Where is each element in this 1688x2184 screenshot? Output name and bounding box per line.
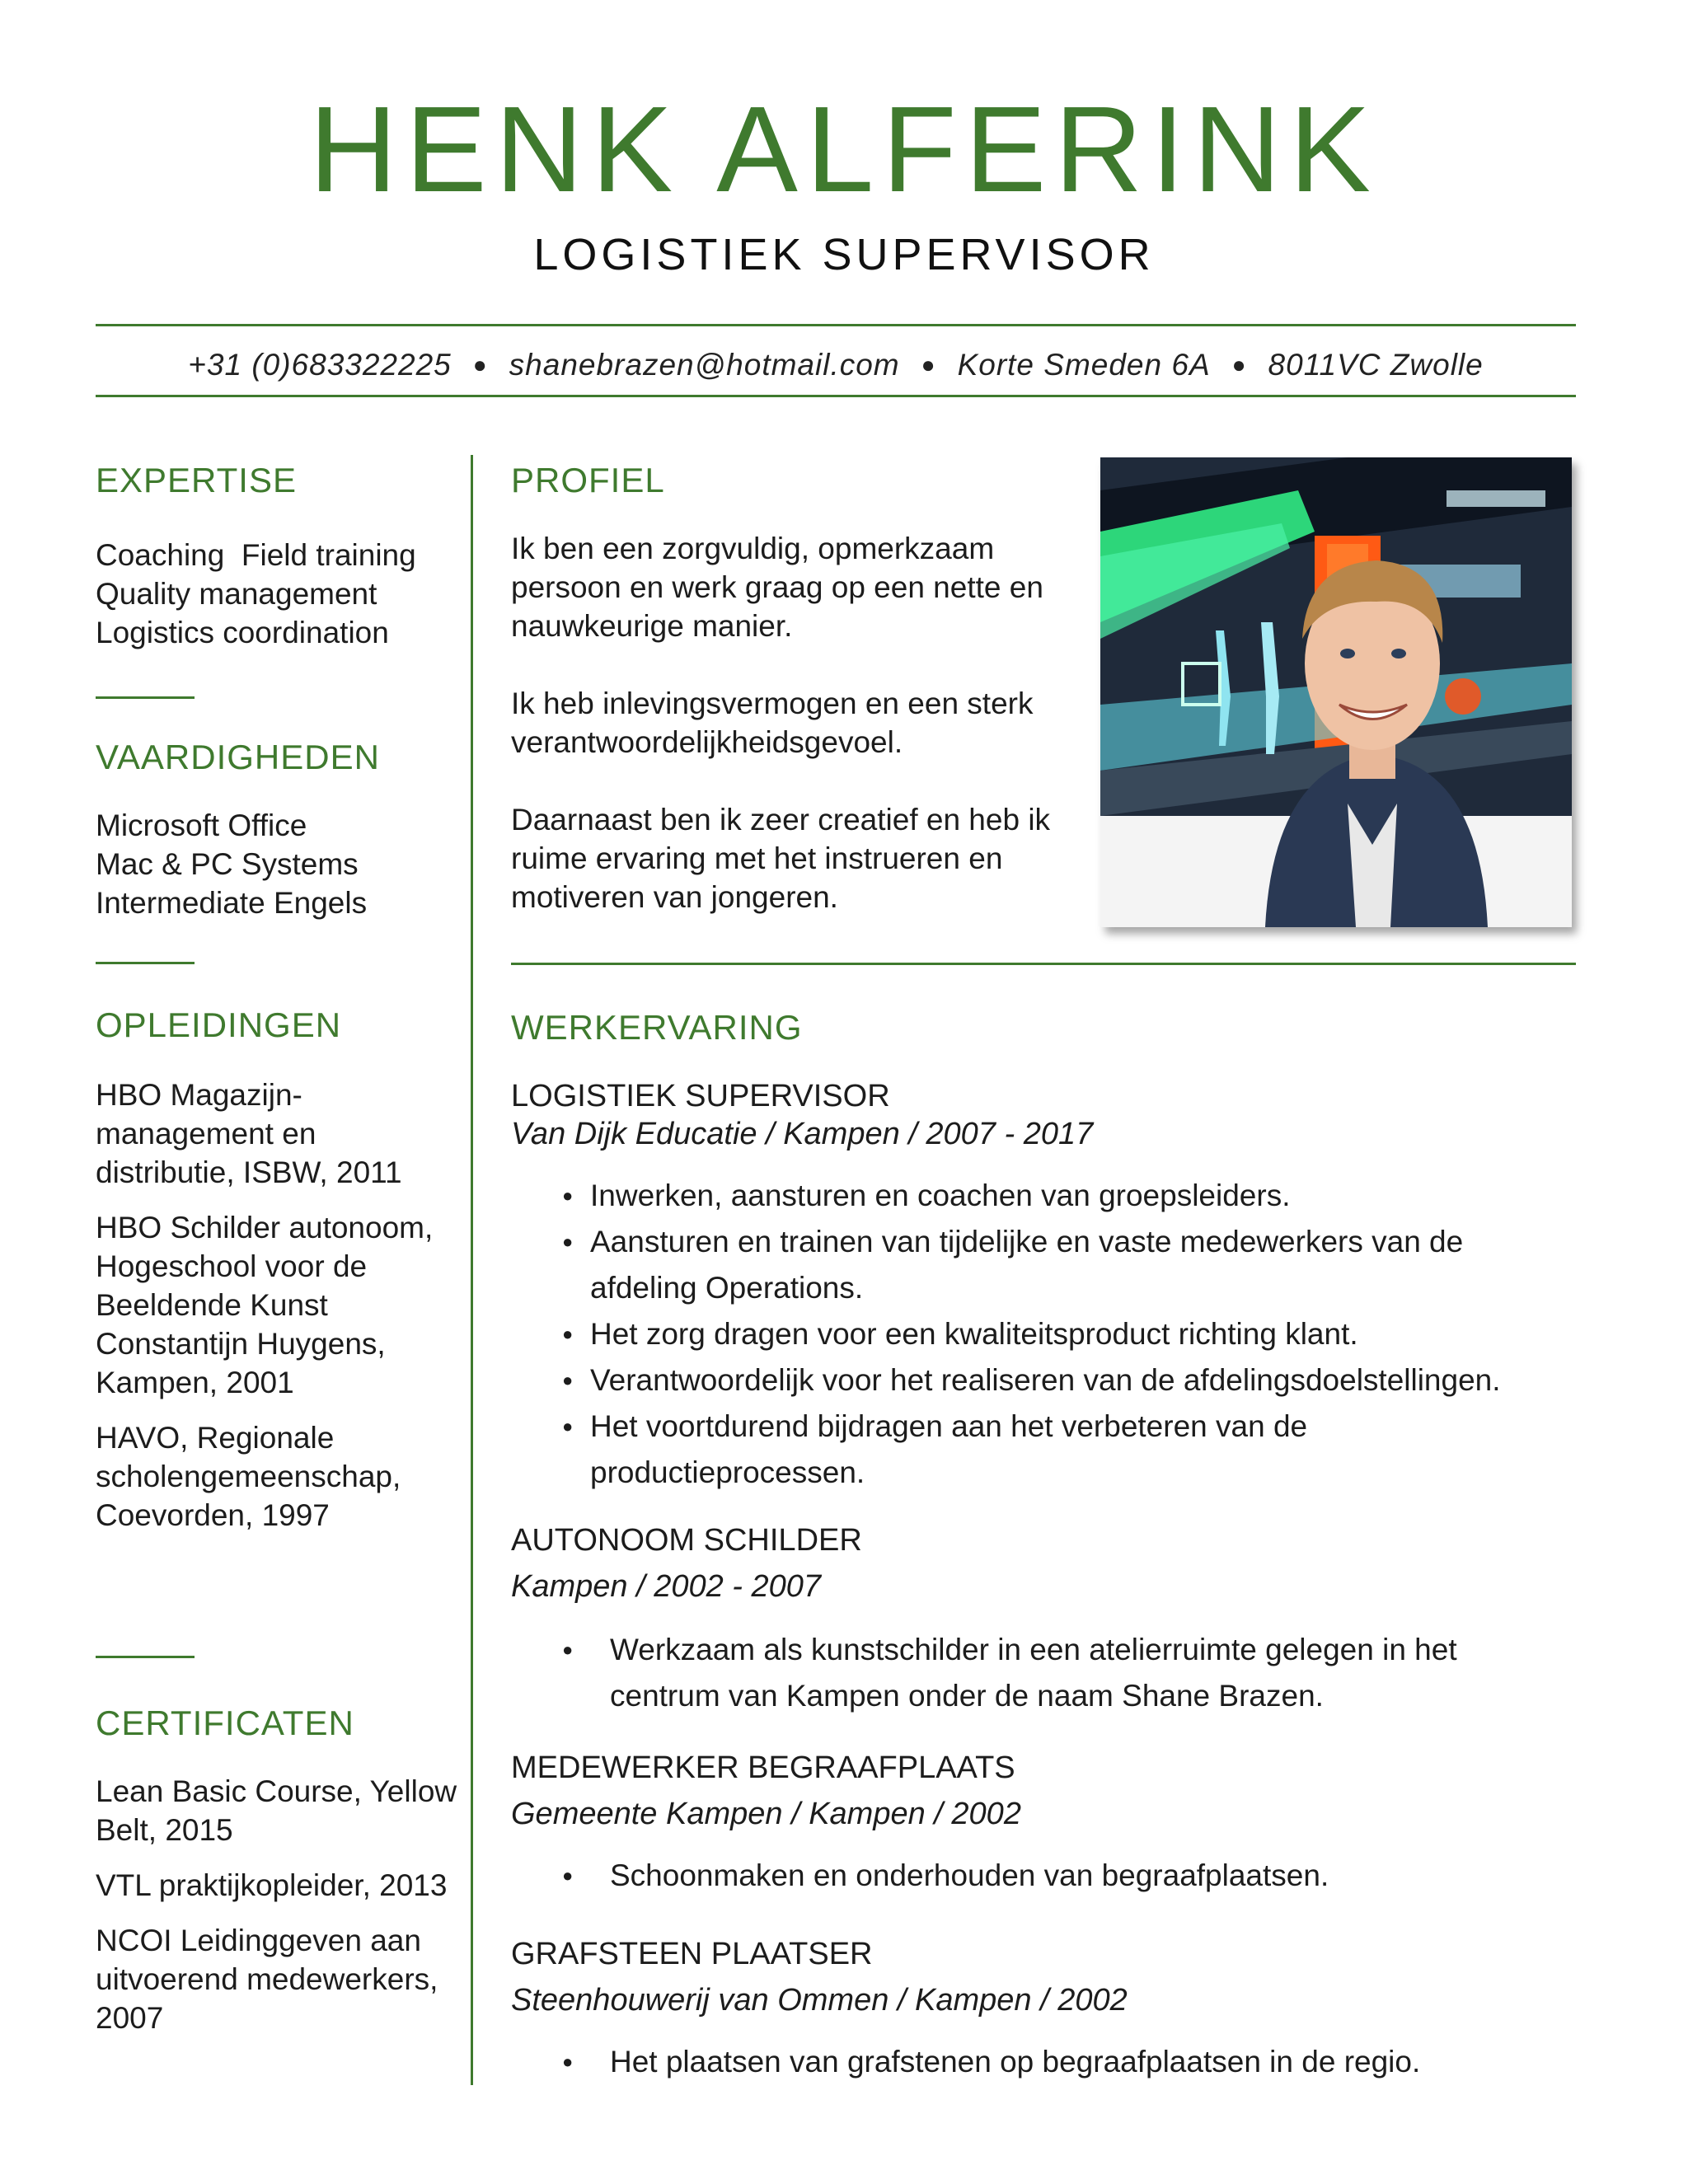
experience-heading: WERKERVARING [511,1008,803,1047]
profile-paragraph: Ik ben een zorgvuldig, opmerkzaam persoon en werk graag op een nette en nauwkeurige manier. [511,532,1043,643]
job-title: GRAFSTEEN PLAATSER [511,1937,873,1971]
bullet: ● [562,1324,574,1344]
resume-title: LOGISTIEK SUPERVISOR [533,230,1155,279]
profile-divider [511,963,1576,965]
list-item [511,1627,1582,1719]
header-divider-bottom [96,395,1576,397]
job-subtitle: Steenhouwerij van Ommen / Kampen / 2002 [511,1983,1128,2018]
profile-paragraph: Daarnaast ben ik zeer creatief en heb ik ruime ervaring met het instrueren en motiveren van jongeren. [511,803,1051,914]
certificate-item: Lean Basic Course, Yellow Belt, 2015 [96,1774,457,1847]
job-bullets [511,1627,1582,1719]
job-title: AUTONOOM SCHILDER [511,1523,862,1558]
list-item [511,1357,1582,1404]
bullet-text: Verantwoordelijk voor het realiseren van de afdelingsdoelstellingen. [590,1363,1501,1397]
education-item: HBO Magazijn-management en distributie, ISBW, 2011 [96,1078,402,1189]
section-rule [96,962,195,964]
list-item [511,1311,1582,1357]
job-bullets [511,2039,1582,2085]
profile-text [511,529,1080,955]
certificate-item: VTL praktijkopleider, 2013 [96,1868,448,1902]
profile-heading: PROFIEL [511,461,665,499]
contact-separator: ● [1231,352,1247,377]
bullet-text: Werkzaam als kunstschilder in een atelierruimte gelegen in het centrum van Kampen onder de naam Shane Brazen. [610,1633,1457,1713]
column-divider [471,455,473,2085]
expertise-item: Logistics coordination [96,616,389,649]
bullet: ● [562,1639,574,1660]
expertise-item: Coaching Field training [96,538,416,572]
bullet-text: Het zorg dragen voor een kwaliteitsproduct richting klant. [590,1317,1358,1351]
contact-bar [96,338,1576,392]
skills-heading: VAARDIGHEDEN [96,738,380,776]
job-subtitle: Gemeente Kampen / Kampen / 2002 [511,1797,1021,1831]
bullet: ● [562,1416,574,1436]
job-subtitle: Van Dijk Educatie / Kampen / 2007 - 2017 [511,1117,1094,1151]
expertise-heading: EXPERTISE [96,461,297,499]
bullet-text: Het plaatsen van grafstenen op begraafplaatsen in de regio. [610,2045,1421,2079]
contact-phone[interactable]: +31 (0)683322225 [188,348,452,382]
contact-city: 8011VC Zwolle [1268,348,1484,382]
bullet: ● [562,2051,574,2072]
education-list [96,1076,442,1535]
bullet-text: Inwerken, aansturen en coachen van groepsleiders. [590,1179,1291,1212]
bullet: ● [562,1231,574,1252]
bullet-text: Het voortdurend bijdragen aan het verbeteren van de productieprocessen. [590,1409,1308,1489]
list-item [511,1219,1582,1311]
portrait-image [1100,457,1572,927]
job-bullets [511,1173,1582,1496]
contact-separator: ● [472,352,488,377]
header-divider-top [96,324,1576,326]
resume-name: HENK ALFERINK [309,82,1379,218]
job-title: LOGISTIEK SUPERVISOR [511,1079,890,1113]
job-bullets [511,1853,1582,1899]
job-title: MEDEWERKER BEGRAAFPLAATS [511,1750,1015,1785]
profile-photo [1100,457,1572,927]
bullet: ● [562,1185,574,1206]
skills-item: Intermediate Engels [96,886,368,920]
contact-separator: ● [921,352,936,377]
skills-item: Mac & PC Systems [96,847,359,881]
education-item: HBO Schilder autonoom, Hogeschool voor de Beeldende Kunst Constantijn Huygens, Kampen, 2001 [96,1211,434,1399]
education-heading: OPLEIDINGEN [96,1005,342,1044]
education-item: HAVO, Regionale scholengemeenschap, Coevorden, 1997 [96,1421,401,1532]
list-item [511,1404,1582,1496]
expertise-item: Quality management [96,577,377,611]
contact-email[interactable]: shanebrazen@hotmail.com [509,348,900,382]
list-item [511,1853,1582,1899]
skills-list [96,806,467,922]
bullet-text: Aansturen en trainen van tijdelijke en vaste medewerkers van de afdeling Operations. [590,1225,1464,1305]
certificates-list [96,1772,467,2037]
certificates-heading: CERTIFICATEN [96,1704,354,1742]
certificate-item: NCOI Leidinggeven aan uitvoerend medewerkers, 2007 [96,1924,438,2035]
bullet-text: Schoonmaken en onderhouden van begraafplaatsen. [610,1858,1329,1892]
bullet: ● [562,1865,574,1886]
list-item [511,2039,1582,2085]
section-rule [96,696,195,699]
expertise-list [96,536,483,652]
contact-street: Korte Smeden 6A [957,348,1211,382]
bullet: ● [562,1370,574,1390]
profile-paragraph: Ik heb inlevingsvermogen en een sterk verantwoordelijkheidsgevoel. [511,687,1034,759]
section-rule [96,1656,195,1658]
list-item [511,1173,1582,1219]
job-subtitle: Kampen / 2002 - 2007 [511,1569,822,1604]
skills-item: Microsoft Office [96,808,307,842]
